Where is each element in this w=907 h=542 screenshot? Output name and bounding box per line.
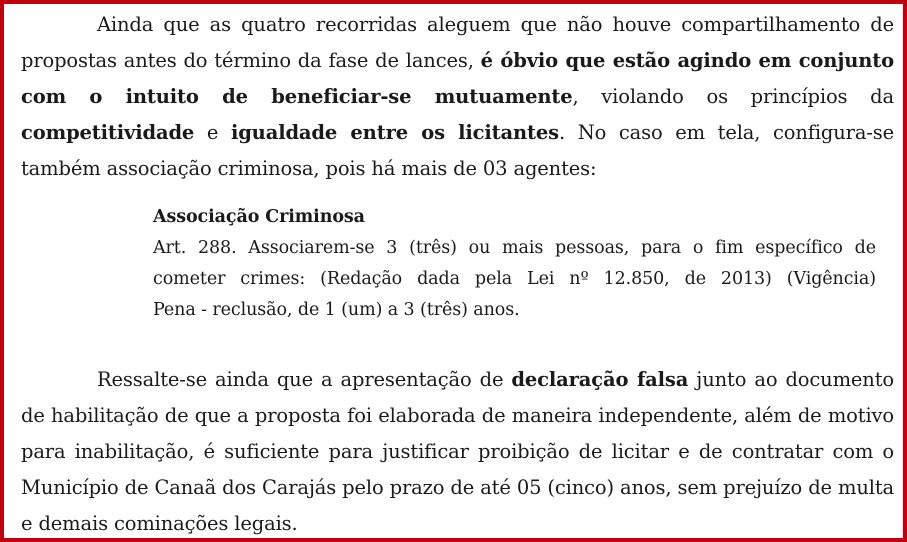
legal-quote — [153, 202, 876, 326]
quote-line-1: Art. 288. Associarem-se 3 (três) ou mais pessoas, para o fim específico de — [153, 238, 876, 258]
p1-text-4: . No caso em tela, configura-se também associação criminosa, pois há mais de 03 agentes: — [21, 121, 894, 180]
p2-text-1: Ressalte-se ainda que a apresentação de — [97, 368, 512, 391]
p1-bold-3: igualdade entre os licitantes — [230, 121, 559, 144]
quote-line-3: Pena - reclusão, de 1 (um) a 3 (três) anos. — [153, 300, 520, 320]
paragraph-1-text — [21, 7, 894, 187]
p2-text-2: junto ao documento de habilitação de que a proposta foi elaborada de maneira independente, além de motivo para inabilitação, é suficiente para justificar proibição de licitar e de contratar com o Município de Canaã dos Carajás pelo prazo de até 05 (cinco) anos, sem prejuízo de multa e demais cominações legais. — [21, 368, 894, 535]
p1-bold-2: competitividade — [21, 121, 195, 144]
p1-bold-1: é óbvio que estão agindo em conjunto com o intuito de beneficiar-se mutuamente — [21, 49, 894, 108]
p2-bold-1: declaração falsa — [511, 368, 689, 391]
paragraph-1 — [21, 7, 894, 187]
p1-text-1: Ainda que as quatro recorridas aleguem que não houve compartilhamento de propostas antes do término da fase de lances, — [21, 13, 894, 72]
quote-title: Associação Criminosa — [153, 207, 365, 227]
paragraph-2-text — [21, 362, 894, 542]
p1-text-3: e — [194, 121, 231, 144]
paragraph-2 — [21, 362, 894, 542]
quote-line-2: cometer crimes: (Redação dada pela Lei nº 12.850, de 2013) (Vigência) — [153, 269, 876, 289]
p1-text-2: , violando os princípios da — [572, 85, 894, 108]
